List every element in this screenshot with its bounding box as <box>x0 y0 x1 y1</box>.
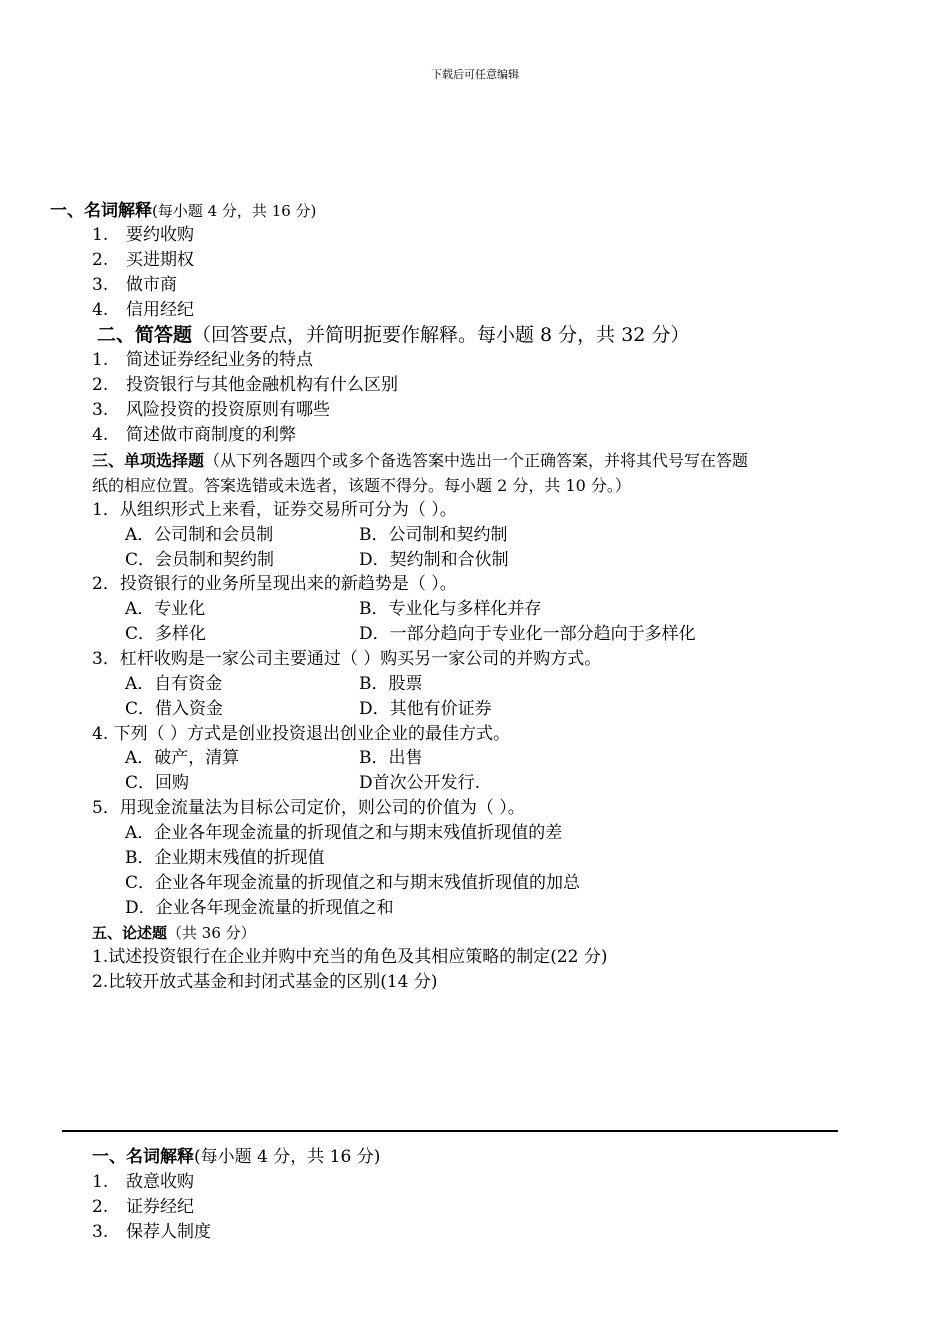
item-number: 3. <box>92 275 109 295</box>
list-item <box>92 1195 194 1220</box>
option-a: A．破产，清算 <box>125 748 240 768</box>
list-item <box>92 248 194 273</box>
item-number: 1. <box>92 225 109 245</box>
option-d: D．企业各年现金流量的折现值之和 <box>125 898 394 918</box>
section-title: 五、论述题 <box>92 924 168 942</box>
essay-item: 1.试述投资银行在企业并购中充当的角色及其相应策略的制定(22 分) <box>92 947 608 967</box>
item-number: 3. <box>92 1222 109 1242</box>
question-stem: 3．杠杆收购是一家公司主要通过（ ）购买另一家公司的并购方式。 <box>92 649 602 669</box>
option-c: C．借入资金 <box>125 699 224 719</box>
list-item <box>92 423 296 448</box>
list-item <box>92 298 194 323</box>
option-row <box>125 746 423 771</box>
section-title: 一、名词解释 <box>50 201 152 221</box>
option-b: B．股票 <box>359 674 423 694</box>
option-c: C．回购 <box>125 773 190 793</box>
section-note: （共 36 分） <box>167 924 256 942</box>
item-number: 3. <box>92 400 109 420</box>
item-text: 买进期权 <box>126 250 194 270</box>
question-stem: 2．投资银行的业务所呈现出来的新趋势是（ ）。 <box>92 574 457 594</box>
item-number: 4. <box>92 425 109 445</box>
item-number: 2. <box>92 250 109 270</box>
item-text: 要约收购 <box>126 225 194 245</box>
option-row <box>125 523 508 548</box>
section-1-heading <box>50 199 316 224</box>
section-3-heading <box>92 448 748 473</box>
section-2-heading <box>97 322 689 349</box>
option-b: B．企业期末残值的折现值 <box>125 848 325 868</box>
option-row <box>125 672 423 697</box>
item-number: 1. <box>92 350 109 370</box>
item-text: 敌意收购 <box>126 1172 194 1192</box>
option-row <box>125 548 509 573</box>
item-text: 简述证券经纪业务的特点 <box>126 350 313 370</box>
question-stem: 4. 下列（ ）方式是创业投资退出创业企业的最佳方式。 <box>92 724 511 744</box>
list-item <box>92 273 177 298</box>
item-number: 2. <box>92 1197 109 1217</box>
option-c: C．多样化 <box>125 624 207 644</box>
item-text: 证券经纪 <box>126 1197 194 1217</box>
option-a: A．企业各年现金流量的折现值之和与期末残值折现值的差 <box>125 823 563 843</box>
section-title: 一、名词解释 <box>92 1147 194 1167</box>
option-a: A．专业化 <box>125 599 206 619</box>
section-1-heading-part2 <box>92 1145 380 1170</box>
option-b: B．公司制和契约制 <box>359 525 508 545</box>
option-a: A．自有资金 <box>125 674 223 694</box>
item-number: 2. <box>92 375 109 395</box>
section-note: （从下列各题四个或多个备选答案中选出一个正确答案，并将其代号写在答题 <box>204 451 749 470</box>
option-d: D．一部分趋向于专业化一部分趋向于多样化 <box>359 624 696 644</box>
list-item <box>92 1170 194 1195</box>
item-number: 1. <box>92 1172 109 1192</box>
section-3-note-cont: 纸的相应位置。答案选错或未选者，该题不得分。每小题 2 分，共 10 分。） <box>92 476 631 495</box>
question-stem: 1．从组织形式上来看，证券交易所可分为（ ）。 <box>92 500 457 520</box>
section-note: (每小题 4 分，共 16 分) <box>194 1147 381 1167</box>
option-b: B．专业化与多样化并存 <box>359 599 542 619</box>
option-c: C．企业各年现金流量的折现值之和与期末残值折现值的加总 <box>125 873 581 893</box>
section-note: （回答要点，并简明扼要作解释。每小题 8 分，共 32 分） <box>192 324 690 346</box>
list-item <box>92 373 398 398</box>
page-header: 下载后可任意编辑 <box>431 68 519 81</box>
option-row <box>125 771 480 796</box>
item-text: 信用经纪 <box>126 300 194 320</box>
item-text: 保荐人制度 <box>126 1222 211 1242</box>
list-item <box>92 1220 211 1245</box>
section-5-heading <box>92 921 256 946</box>
item-number: 4. <box>92 300 109 320</box>
option-row <box>125 697 492 722</box>
item-text: 风险投资的投资原则有哪些 <box>126 400 330 420</box>
question-stem: 5．用现金流量法为目标公司定价，则公司的价值为（ ）。 <box>92 798 525 818</box>
section-title: 二、简答题 <box>97 324 193 346</box>
option-c: C．会员制和契约制 <box>125 550 275 570</box>
page-divider <box>62 1130 838 1132</box>
item-text: 投资银行与其他金融机构有什么区别 <box>126 375 398 395</box>
section-title: 三、单项选择题 <box>92 451 205 470</box>
item-text: 简述做市商制度的利弊 <box>126 425 296 445</box>
list-item <box>92 398 330 423</box>
option-d: D．其他有价证券 <box>359 699 492 719</box>
list-item <box>92 348 313 373</box>
option-d: D首次公开发行. <box>359 773 481 793</box>
essay-item: 2.比较开放式基金和封闭式基金的区别(14 分) <box>92 972 438 992</box>
option-d: D．契约制和合伙制 <box>359 550 509 570</box>
list-item <box>92 223 194 248</box>
option-a: A．公司制和会员制 <box>125 525 274 545</box>
option-row <box>125 597 542 622</box>
section-note: (每小题 4 分，共 16 分) <box>152 202 317 220</box>
item-text: 做市商 <box>126 275 177 295</box>
option-b: B．出售 <box>359 748 423 768</box>
option-row <box>125 622 696 647</box>
